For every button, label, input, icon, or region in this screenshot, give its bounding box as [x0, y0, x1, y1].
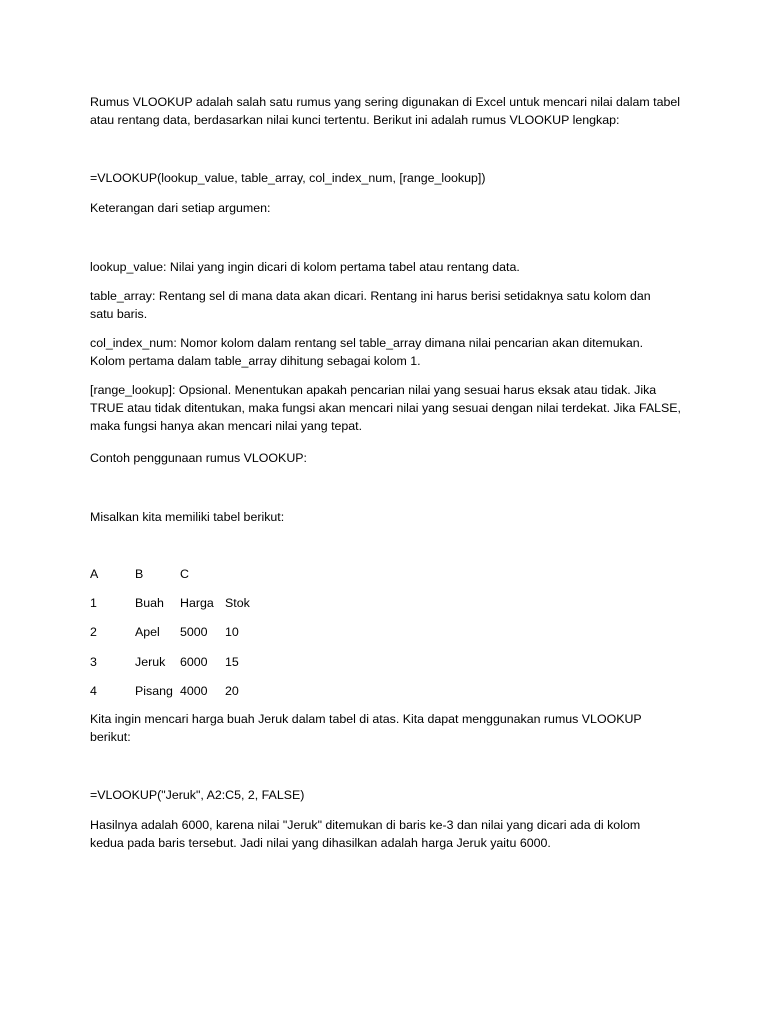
- example-text-line: Kita ingin mencari harga buah Jeruk dalam tabel di atas. Kita dapat menggunakan rumus VLOOKUP: [90, 712, 642, 726]
- argument-line: TRUE atau tidak ditentukan, maka fungsi akan mencari nilai yang sesuai dengan nilai terdekat. Jika FALSE,: [90, 401, 681, 415]
- table-cell: 15: [225, 655, 239, 669]
- table-intro-line: Misalkan kita memiliki tabel berikut:: [90, 510, 285, 524]
- result-paragraph: [90, 816, 690, 852]
- table-header-cell: B: [135, 567, 144, 581]
- intro-line: atau rentang data, berdasarkan nilai kunci tertentu. Berikut ini adalah rumus VLOOKUP lengkap:: [90, 113, 620, 127]
- table-cell: 10: [225, 625, 239, 639]
- argument-line: maka fungsi hanya akan mencari nilai yang tepat.: [90, 419, 363, 433]
- example-heading: [90, 449, 690, 467]
- table-header-cell: C: [180, 567, 189, 581]
- table-cell: 3: [90, 655, 97, 669]
- table-cell: Stok: [225, 596, 250, 610]
- intro-paragraph: [90, 93, 690, 129]
- example-text-line: berikut:: [90, 730, 131, 744]
- example-heading-line: Contoh penggunaan rumus VLOOKUP:: [90, 451, 307, 465]
- table-cell: 4: [90, 684, 97, 698]
- result-line: kedua pada baris tersebut. Jadi nilai yang dihasilkan adalah harga Jeruk yaitu 6000.: [90, 836, 551, 850]
- example-text: [90, 710, 690, 746]
- example-formula: [90, 786, 690, 804]
- argument-col-index-num: [90, 334, 690, 370]
- table-header-cell: A: [90, 567, 99, 581]
- syntax-formula: [90, 169, 690, 187]
- argument-lookup-value: [90, 258, 690, 276]
- table-cell: 20: [225, 684, 239, 698]
- syntax-line: =VLOOKUP(lookup_value, table_array, col_index_num, [range_lookup]): [90, 171, 486, 185]
- result-line: Hasilnya adalah 6000, karena nilai "Jeruk" ditemukan di baris ke-3 dan nilai yang dicari ada di kolom: [90, 818, 641, 832]
- argument-line: satu baris.: [90, 307, 148, 321]
- argument-line: table_array: Rentang sel di mana data akan dicari. Rentang ini harus berisi setidaknya satu kolom dan: [90, 289, 651, 303]
- table-cell: Apel: [135, 625, 160, 639]
- intro-line: Rumus VLOOKUP adalah salah satu rumus yang sering digunakan di Excel untuk mencari nilai dalam tabel: [90, 95, 681, 109]
- table-cell: Jeruk: [135, 655, 166, 669]
- example-formula-line: =VLOOKUP("Jeruk", A2:C5, 2, FALSE): [90, 788, 305, 802]
- table-cell: 1: [90, 596, 97, 610]
- argument-table-array: [90, 287, 690, 323]
- arguments-heading: [90, 199, 690, 217]
- table-cell: Buah: [135, 596, 164, 610]
- table-cell: Harga: [180, 596, 214, 610]
- table-cell: 6000: [180, 655, 208, 669]
- table-cell: Pisang: [135, 684, 173, 698]
- table-cell: 5000: [180, 625, 208, 639]
- table-cell: 4000: [180, 684, 208, 698]
- arguments-heading-line: Keterangan dari setiap argumen:: [90, 201, 271, 215]
- table-cell: 2: [90, 625, 97, 639]
- argument-range-lookup: [90, 381, 690, 435]
- argument-line: lookup_value: Nilai yang ingin dicari di kolom pertama tabel atau rentang data.: [90, 260, 520, 274]
- table-intro: [90, 508, 690, 526]
- argument-line: Kolom pertama dalam table_array dihitung sebagai kolom 1.: [90, 354, 421, 368]
- argument-line: col_index_num: Nomor kolom dalam rentang sel table_array dimana nilai pencarian akan ditemukan.: [90, 336, 644, 350]
- argument-line: [range_lookup]: Opsional. Menentukan apakah pencarian nilai yang sesuai harus eksak atau tidak. Jika: [90, 383, 657, 397]
